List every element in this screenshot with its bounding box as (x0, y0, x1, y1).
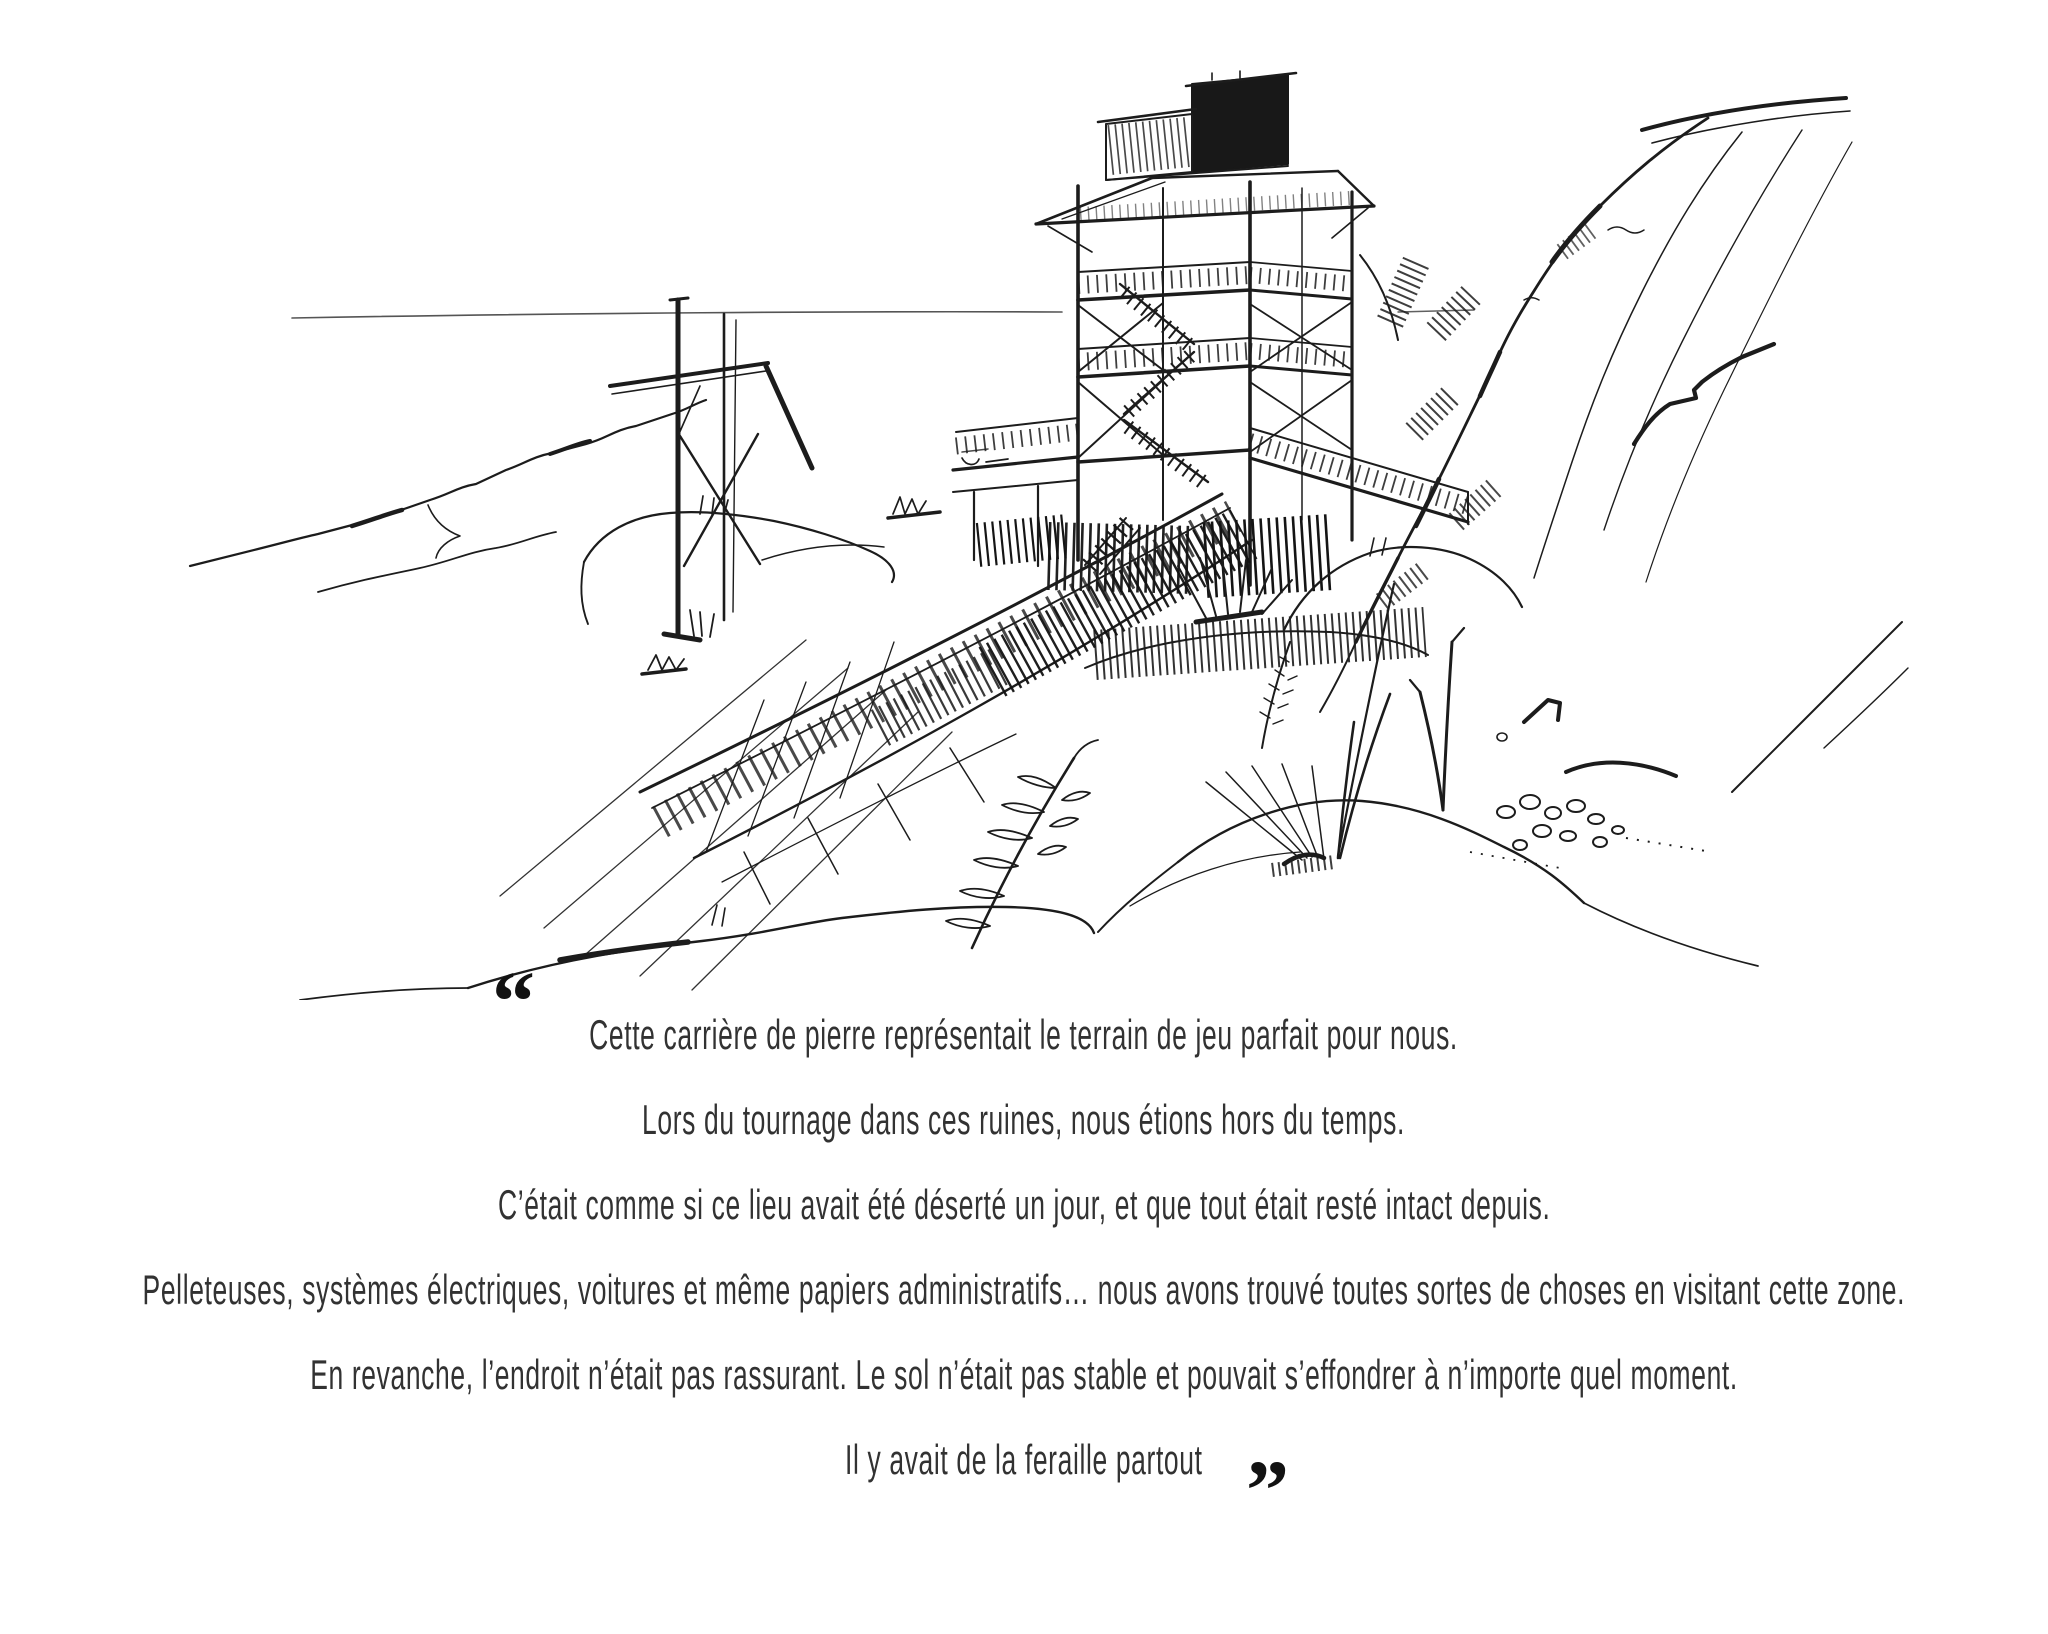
opening-quote-mark: “ (492, 953, 535, 1049)
quote-line-text: Cette carrière de pierre représentait le terrain de jeu parfait pour nous. (589, 1010, 1459, 1058)
quote-line-6 (0, 1417, 2048, 1538)
terrain-left (190, 400, 884, 592)
wooden-mast (610, 298, 812, 640)
cliff-right (1320, 98, 1908, 792)
quote-line-1 (0, 953, 2048, 1077)
foreground-terrain (300, 655, 1758, 1000)
quote-line-text: Pelleteuses, systèmes électriques, voitures et même papiers administratifs… nous avons trouvé toutes sortes de choses en visitant cette zone. (142, 1265, 1906, 1313)
quote-line-5 (0, 1332, 2048, 1417)
quote-line-text: En revanche, l’endroit n’était pas rassurant. Le sol n’était pas stable et pouvait s’effondrer à n’importe quel moment. (310, 1350, 1738, 1398)
pebbles (1470, 795, 1712, 868)
quote-line-2 (0, 1077, 2048, 1162)
quote-line-text: Lors du tournage dans ces ruines, nous étions hors du temps. (642, 1095, 1406, 1143)
quote-line-text: Il y avait de la feraille partout (845, 1435, 1203, 1483)
horizon-line (292, 310, 1474, 452)
plants (946, 556, 1464, 948)
quote-line-text: C’était comme si ce lieu avait été déserté un jour, et que tout était resté intact depuis. (497, 1180, 1551, 1228)
closing-quote-mark: ” (1246, 1442, 1289, 1538)
quote-line-4 (0, 1247, 2048, 1332)
quote-block (0, 953, 2048, 1538)
conveyor-ramp (500, 494, 1252, 990)
quote-line-3 (0, 1162, 2048, 1247)
